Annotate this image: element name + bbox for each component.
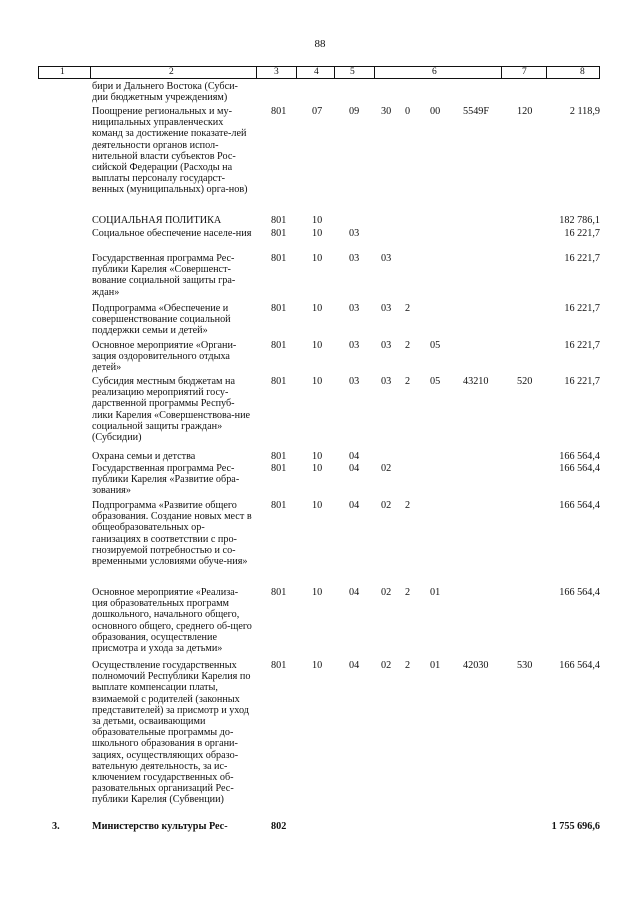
razdel-cell: 10 [312,215,323,226]
col-header-8: 8 [580,67,585,77]
podrazdel-cell: 03 [349,376,360,387]
cs3-cell: 00 [430,106,441,117]
razdel-cell: 10 [312,660,323,671]
podrazdel-cell: 03 [349,303,360,314]
amount-cell: 182 786,1 [559,215,600,226]
table-header [38,66,600,79]
amount-cell: 166 564,4 [559,500,600,511]
col-header-7: 7 [522,67,527,77]
col-header-6: 6 [432,67,437,77]
cs2-cell: 0 [405,106,411,117]
vr-cell: 520 [517,376,533,387]
podrazdel-cell: 04 [349,500,360,511]
cs1-cell: 03 [381,340,392,351]
col-header-1: 1 [60,67,65,77]
cs4-cell: 43210 [463,376,489,387]
col-header-4: 4 [314,67,319,77]
cs4-cell: 5549F [463,106,490,117]
cs4-cell: 42030 [463,660,489,671]
description-cell: Охрана семьи и детства [92,451,196,462]
vedomstvo-cell: 802 [271,821,287,832]
vedomstvo-cell: 801 [271,587,287,598]
vedomstvo-cell: 801 [271,340,287,351]
vedomstvo-cell: 801 [271,463,287,474]
cs1-cell: 30 [381,106,392,117]
amount-cell: 16 221,7 [564,376,600,387]
podrazdel-cell: 03 [349,228,360,239]
amount-cell: 16 221,7 [564,253,600,264]
podrazdel-cell: 04 [349,587,360,598]
col-header-5: 5 [350,67,355,77]
vedomstvo-cell: 801 [271,228,287,239]
cs1-cell: 02 [381,500,392,511]
cs1-cell: 02 [381,463,392,474]
cs2-cell: 2 [405,660,411,671]
podrazdel-cell: 04 [349,463,360,474]
description-cell: Субсидия местным бюджетам на реализацию мероприятий госу-дарственной программы Респуб-лики Карелия «Совершенствова-ние социальной защиты граждан» (Субсидии) [92,376,251,444]
num-cell: 3. [52,821,60,832]
description-cell: Поощрение региональных и му-ниципальных управленческих команд за достижение показате-лей деятельности органов испол-нительной власти субъектов Рос-сийской Федерации (Расходы на выплаты персоналу государст-венных (муниципальных) орга-нов) [92,106,248,196]
razdel-cell: 10 [312,253,323,264]
description-cell: Осуществление государственных полномочий Республики Карелия по выплате компенсации платы, взимаемой с родителей (законных представителей) за присмотр и уход за детьми, осваивающими образовательные программы до-школьного образования в органи-зациях, осуществляющих образо-вательную деятельность, за ис-ключением государственных об-разовательных организаций Рес-публики Карелия (Субвенции) [92,660,251,806]
razdel-cell: 10 [312,303,323,314]
vr-cell: 530 [517,660,533,671]
razdel-cell: 10 [312,340,323,351]
vedomstvo-cell: 801 [271,660,287,671]
cs1-cell: 03 [381,303,392,314]
vedomstvo-cell: 801 [271,376,287,387]
podrazdel-cell: 03 [349,340,360,351]
podrazdel-cell: 03 [349,253,360,264]
razdel-cell: 07 [312,106,323,117]
razdel-cell: 10 [312,451,323,462]
cs3-cell: 01 [430,587,441,598]
amount-cell: 2 118,9 [569,106,600,117]
cs3-cell: 05 [430,340,441,351]
page-number: 88 [314,38,326,50]
razdel-cell: 10 [312,376,323,387]
vedomstvo-cell: 801 [271,215,287,226]
description-cell: Государственная программа Рес-публики Карелия «Развитие обра-зования» [92,463,240,497]
amount-cell: 166 564,4 [559,451,600,462]
cs1-cell: 03 [381,253,392,264]
cs2-cell: 2 [405,587,411,598]
description-cell: Основное мероприятие «Органи-зация оздоровительного отдыха детей» [92,340,237,374]
razdel-cell: 10 [312,500,323,511]
description-cell: бири и Дальнего Востока (Субси-дии бюджетным учреждениям) [92,81,238,104]
podrazdel-cell: 04 [349,660,360,671]
cs3-cell: 01 [430,660,441,671]
cs2-cell: 2 [405,500,411,511]
cs2-cell: 2 [405,376,411,387]
amount-cell: 16 221,7 [564,340,600,351]
vedomstvo-cell: 801 [271,253,287,264]
description-cell: Подпрограмма «Обеспечение и совершенствование социальной поддержки семьи и детей» [92,303,231,337]
cs1-cell: 03 [381,376,392,387]
razdel-cell: 10 [312,463,323,474]
amount-cell: 166 564,4 [559,463,600,474]
description-cell: Государственная программа Рес-публики Карелия «Совершенст-вование социальной защиты гра-ждан» [92,253,236,298]
col-header-2: 2 [169,67,174,77]
cs1-cell: 02 [381,660,392,671]
cs2-cell: 2 [405,303,411,314]
amount-cell: 166 564,4 [559,587,600,598]
cs1-cell: 02 [381,587,392,598]
podrazdel-cell: 04 [349,451,360,462]
vedomstvo-cell: 801 [271,500,287,511]
cs3-cell: 05 [430,376,441,387]
podrazdel-cell: 09 [349,106,360,117]
description-cell: Основное мероприятие «Реализа-ция образовательных программ дошкольного, начального общего, основного общего, среднего об-щего образования, осуществление присмотра и ухода за детьми» [92,587,252,655]
amount-cell: 1 755 696,6 [551,821,600,832]
amount-cell: 166 564,4 [559,660,600,671]
vedomstvo-cell: 801 [271,451,287,462]
cs2-cell: 2 [405,340,411,351]
description-cell: Подпрограмма «Развитие общего образования. Создание новых мест в общеобразовательных ор-ганизациях в соответствии с про-гнозируемой потребностью и со-временными условиями обуче-ния» [92,500,252,568]
razdel-cell: 10 [312,228,323,239]
description-cell: СОЦИАЛЬНАЯ ПОЛИТИКА [92,215,222,226]
description-cell: Министерство культуры Рес- [92,821,228,832]
vedomstvo-cell: 801 [271,106,287,117]
description-cell: Социальное обеспечение населе-ния [92,228,252,239]
amount-cell: 16 221,7 [564,228,600,239]
amount-cell: 16 221,7 [564,303,600,314]
col-header-3: 3 [274,67,279,77]
razdel-cell: 10 [312,587,323,598]
vr-cell: 120 [517,106,533,117]
vedomstvo-cell: 801 [271,303,287,314]
